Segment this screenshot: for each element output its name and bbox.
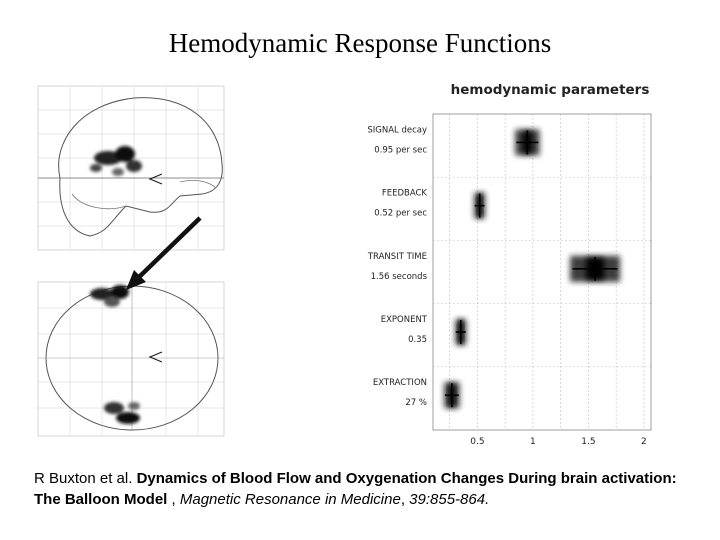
param-name-label: EXTRACTION	[372, 378, 427, 389]
param-value-label: 0.95 per sec	[374, 145, 427, 156]
citation-title: Dynamics of Blood Flow and Oxygenation Changes During brain activation: The Balloon Model	[34, 470, 677, 508]
hemodynamic-chart	[355, 78, 655, 450]
param-value-label: 0.52 per sec	[374, 208, 427, 219]
axial-view	[38, 282, 224, 436]
page-title: Hemodynamic Response Functions	[168, 28, 552, 58]
x-tick-label: 0.5	[470, 437, 485, 447]
param-name-label: EXPONENT	[380, 315, 427, 326]
citation-comma: ,	[400, 491, 410, 508]
citation-volume-pages: 39:855-864.	[409, 491, 490, 508]
param-name-label: FEEDBACK	[381, 188, 427, 199]
param-name-label: TRANSIT TIME	[367, 251, 427, 262]
pointer-arrow	[126, 218, 200, 290]
brain-figure	[30, 82, 230, 437]
x-tick-label: 1.5	[581, 437, 596, 447]
param-name-label: SIGNAL decay	[367, 125, 427, 136]
x-tick-label: 2	[641, 437, 647, 447]
citation-authors: R Buxton et al.	[34, 470, 137, 487]
param-value-label: 0.35	[408, 335, 427, 346]
x-tick-label: 1	[530, 437, 536, 447]
citation-journal: Magnetic Resonance in Medicine	[179, 491, 401, 508]
param-value-label: 27 %	[405, 398, 427, 409]
param-value-label: 1.56 seconds	[370, 271, 427, 282]
chart-plot	[355, 78, 655, 450]
citation-separator: ,	[167, 491, 180, 508]
citation	[34, 468, 704, 510]
chart-title: hemodynamic parameters	[450, 82, 650, 98]
sagittal-view	[38, 86, 224, 250]
